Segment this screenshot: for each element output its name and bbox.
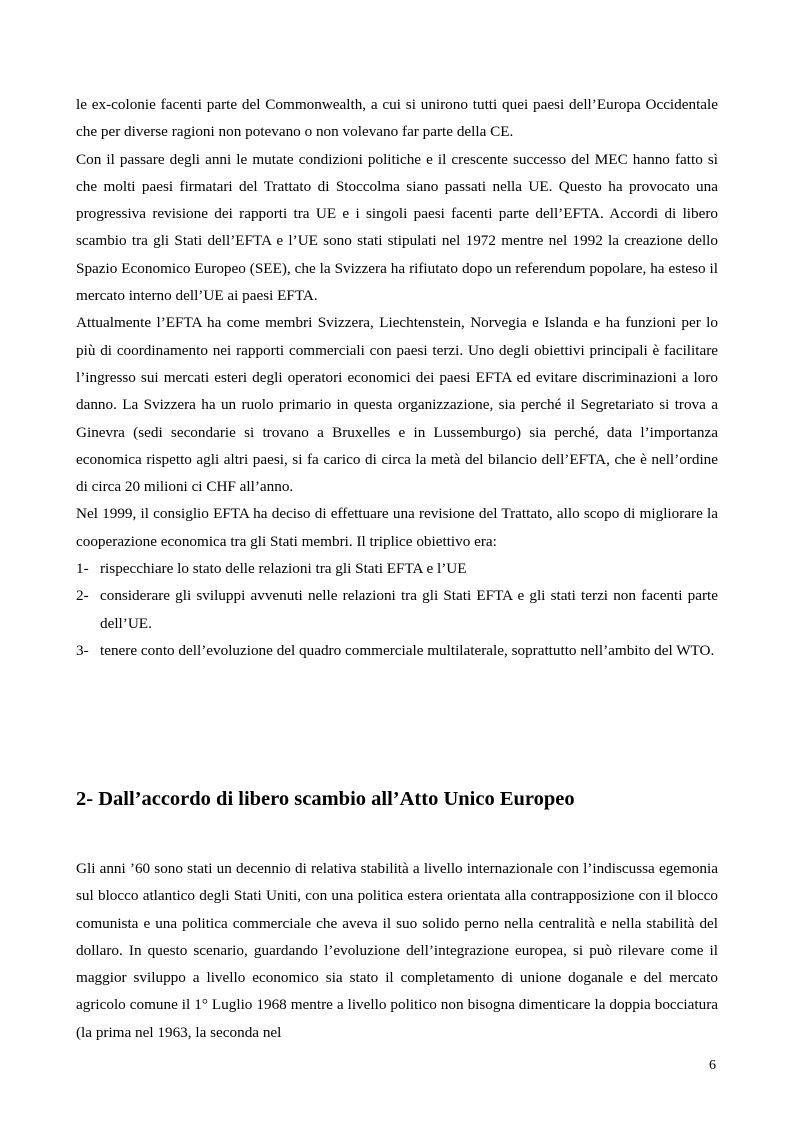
section-body [76,855,718,1046]
section-heading: 2- Dall’accordo di libero scambio all’Atto Unico Europeo [76,788,575,810]
paragraph-efta-revision: Con il passare degli anni le mutate condizioni politiche e il crescente successo del MEC hanno fatto sì che molti paesi firmatari del Trattato di Stoccolma siano passati nella UE. Questo ha provocato una progressiva revisione dei rapporti tra UE e i singoli paesi facenti parte dell’EFTA. Accordi di libero scambio tra gli Stati dell’EFTA e l’UE sono stati stipulati nel 1972 mentre nel 1992 la creazione dello Spazio Economico Europeo (SEE), che la Svizzera ha rifiutato dopo un referendum popolare, ha esteso il mercato interno dell’UE ai paesi EFTA. [76,150,718,305]
paragraph-commonwealth: le ex-colonie facenti parte del Commonwealth, a cui si unirono tutti quei paesi dell’Europa Occidentale che per diverse ragioni non potevano o non volevano far parte della CE. [76,96,718,141]
list-item-number: 3- [76,641,89,659]
page-number: 6 [709,1058,716,1073]
list-item [76,555,718,582]
paragraph-efta-1999: Nel 1999, il consiglio EFTA ha deciso di effettuare una revisione del Trattato, allo scopo di migliorare la cooperazione economica tra gli Stati membri. Il triplice obiettivo era: [76,505,718,550]
list-item-text: considerare gli sviluppi avvenuti nelle relazioni tra gli Stati EFTA e gli stati terzi non facenti parte dell’UE. [100,587,718,632]
page-body [76,91,718,664]
paragraph-anni-60: Gli anni ’60 sono stati un decennio di relativa stabilità a livello internazionale con l’indiscussa egemonia sul blocco atlantico degli Stati Uniti, con una politica estera orientata alla contrapposizione con il blocco comunista e una politica commerciale che aveva il suo solido perno nella centralità e nella stabilità del dollaro. In questo scenario, guardando l’evoluzione dell’integrazione europea, si può rilevare come il maggior sviluppo a livello economico sia stato il completamento di unione doganale e del mercato agricolo comune il 1° Luglio 1968 mentre a livello politico non bisogna dimenticare la doppia bocciatura (la prima nel 1963, la seconda nel [76,860,718,1041]
list-item-text: rispecchiare lo stato delle relazioni tra gli Stati EFTA e l’UE [100,560,467,578]
list-item-number: 1- [76,560,89,578]
list-item-text: tenere conto dell’evoluzione del quadro commerciale multilaterale, soprattutto nell’ambito del WTO. [100,641,715,659]
list-item-number: 2- [76,587,89,605]
list-item [76,582,718,637]
list-item [76,637,718,664]
objectives-list [76,555,718,664]
paragraph-efta-members: Attualmente l’EFTA ha come membri Svizzera, Liechtenstein, Norvegia e Islanda e ha funzioni per lo più di coordinamento nei rapporti commerciali con paesi terzi. Uno degli obiettivi principali è facilitare l’ingresso sui mercati esteri degli operatori economici dei paesi EFTA ed evitare discriminazioni a loro danno. La Svizzera ha un ruolo primario in questa organizzazione, sia perché il Segretariato si trova a Ginevra (sedi secondarie si trovano a Bruxelles e in Lussemburgo) sia perché, data l’importanza economica rispetto agli altri paesi, si fa carico di circa la metà del bilancio dell’EFTA, che è nell’ordine di circa 20 milioni ci CHF all’anno. [76,314,718,496]
